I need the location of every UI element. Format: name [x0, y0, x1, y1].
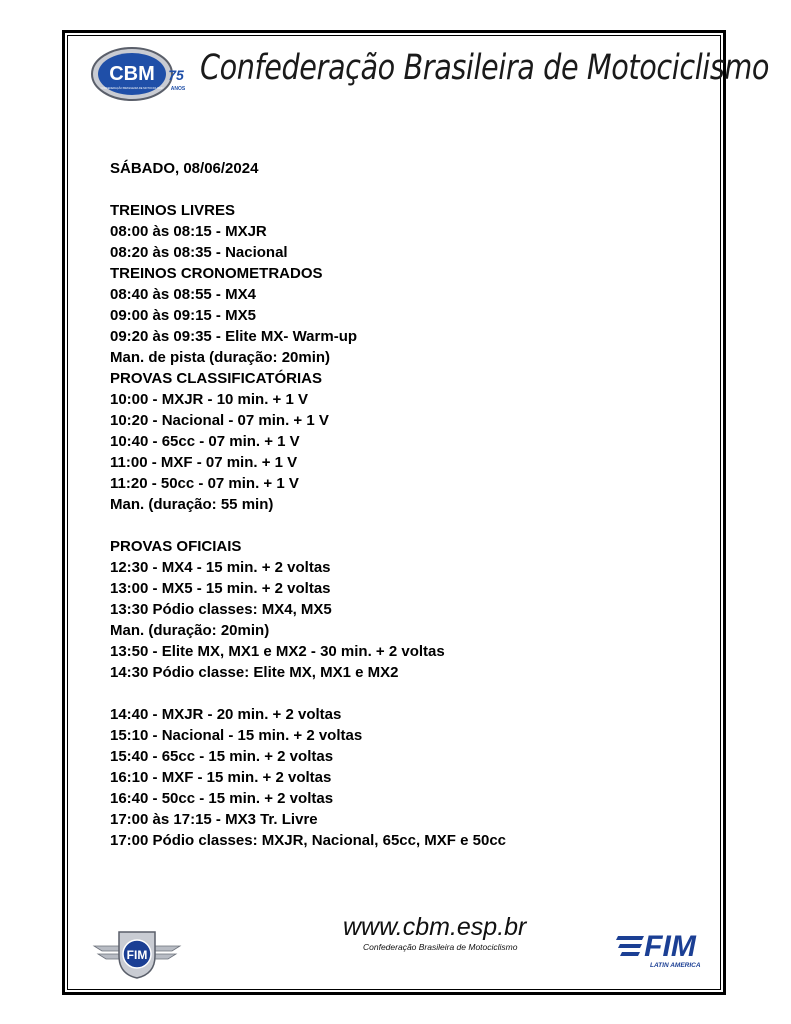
schedule-line: 08:00 às 08:15 - MXJR: [110, 223, 267, 240]
schedule-line: 11:20 - 50cc - 07 min. + 1 V: [110, 475, 299, 492]
fim-latin-america-logo: [614, 922, 704, 974]
fim-left-text: FIM: [126, 948, 148, 962]
cbm-logo: [90, 44, 190, 106]
schedule-line: 12:30 - MX4 - 15 min. + 2 voltas: [110, 559, 331, 576]
schedule-line: 09:00 às 09:15 - MX5: [110, 307, 256, 324]
schedule-line: 13:00 - MX5 - 15 min. + 2 voltas: [110, 580, 331, 597]
schedule-spacer: [110, 179, 506, 200]
schedule-line: PROVAS CLASSIFICATÓRIAS: [110, 370, 322, 387]
schedule-line: 08:40 às 08:55 - MX4: [110, 286, 256, 303]
header-title: Confederação Brasileira de Motociclismo: [200, 48, 770, 88]
schedule-line: 17:00 às 17:15 - MX3 Tr. Livre: [110, 811, 318, 828]
cbm-logo-years: 75: [168, 67, 184, 83]
fim-right-sub: LATIN AMERICA: [650, 962, 701, 969]
schedule-line: 09:20 às 09:35 - Elite MX- Warm-up: [110, 328, 358, 345]
schedule-line: 15:40 - 65cc - 15 min. + 2 voltas: [110, 748, 334, 765]
fim-right-text: FIM: [644, 930, 696, 963]
schedule-line: Man. de pista (duração: 20min): [110, 349, 331, 366]
schedule-line: 16:40 - 50cc - 15 min. + 2 voltas: [110, 790, 334, 807]
cbm-logo-years-label: ANOS: [170, 86, 186, 92]
schedule-line: TREINOS LIVRES: [110, 202, 236, 219]
schedule-line: 11:00 - MXF - 07 min. + 1 V: [110, 454, 298, 471]
schedule-list: [110, 158, 506, 851]
cbm-logo-small-text: CONFEDERAÇÃO BRASILEIRA DE MOTOCICLISMO: [100, 87, 164, 90]
cbm-logo-text: CBM: [109, 63, 155, 85]
schedule-line: PROVAS OFICIAIS: [110, 538, 242, 555]
schedule-line: 13:50 - Elite MX, MX1 e MX2 - 30 min. + 2 voltas: [110, 643, 445, 660]
schedule-line: 08:20 às 08:35 - Nacional: [110, 244, 288, 261]
schedule-spacer: [110, 515, 506, 536]
schedule-line: Man. (duração: 20min): [110, 622, 270, 639]
schedule-line: 16:10 - MXF - 15 min. + 2 voltas: [110, 769, 332, 786]
fim-logo-left: [92, 924, 182, 980]
schedule-line: 15:10 - Nacional - 15 min. + 2 voltas: [110, 727, 363, 744]
schedule-line: 14:30 Pódio classe: Elite MX, MX1 e MX2: [110, 664, 399, 681]
schedule-line: 14:40 - MXJR - 20 min. + 2 voltas: [110, 706, 342, 723]
schedule-line: 17:00 Pódio classes: MXJR, Nacional, 65cc, MXF e 50cc: [110, 832, 507, 849]
schedule-line: Man. (duração: 55 min): [110, 496, 274, 513]
schedule-line: 13:30 Pódio classes: MX4, MX5: [110, 601, 332, 618]
schedule-line: 10:40 - 65cc - 07 min. + 1 V: [110, 433, 300, 450]
footer-subtitle: Confederação Brasileira de Motociclismo: [363, 942, 518, 952]
schedule-line: 10:00 - MXJR - 10 min. + 1 V: [110, 391, 308, 408]
schedule-line: SÁBADO, 08/06/2024: [110, 160, 259, 177]
footer-url[interactable]: www.cbm.esp.br: [343, 913, 527, 941]
schedule-spacer: [110, 683, 506, 704]
schedule-line: 10:20 - Nacional - 07 min. + 1 V: [110, 412, 329, 429]
schedule-line: TREINOS CRONOMETRADOS: [110, 265, 323, 282]
